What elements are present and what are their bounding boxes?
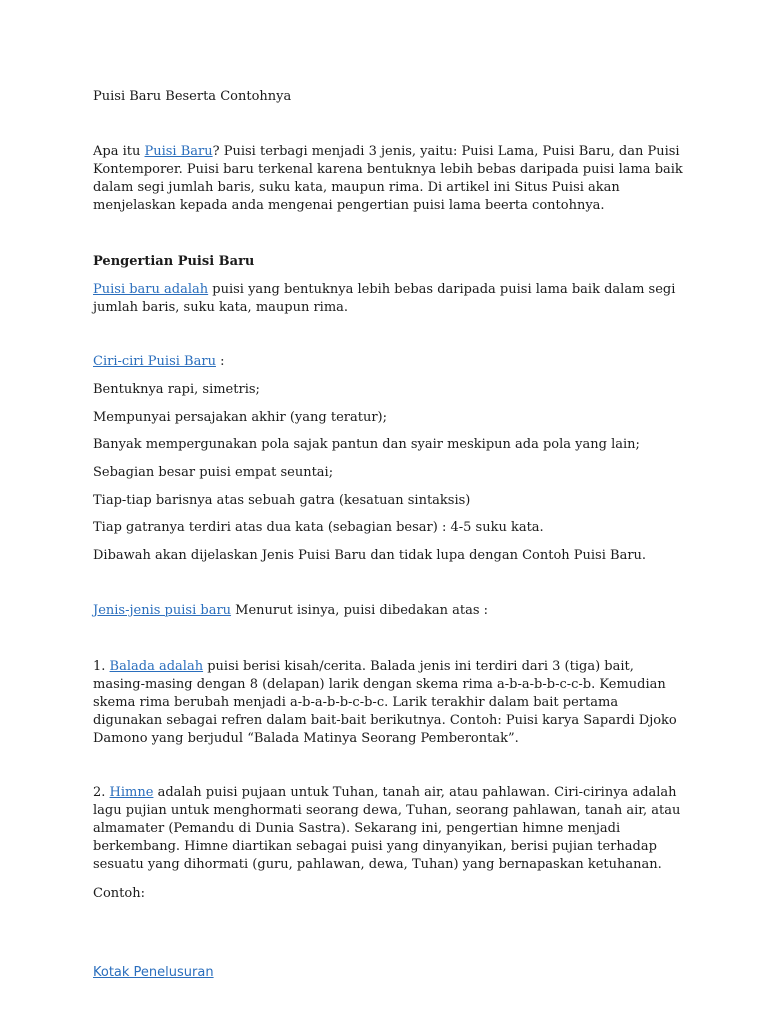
- balada-text: puisi berisi kisah/cerita. Balada jenis ini terdiri dari 3 (tiga) bait, masing-masing dengan 8 (delapan) larik dengan skema rima a-b-a-b-b-c-c-b. Kemudian skema rima berubah menjadi a-b-a-b-b-c-b-c. Larik terakhir dalam bait pertama digunakan sebagai refren dalam bait-bait berikutnya. Contoh: Puisi karya Sapardi Djoko Damono yang berjudul “Balada Matinya Seorang Pemberontak”.: [93, 659, 677, 746]
- balada-adalah-link[interactable]: Balada adalah: [109, 659, 204, 674]
- jenis-paragraph: [93, 602, 683, 620]
- intro-pre: Apa itu: [93, 144, 145, 159]
- definition-paragraph: [93, 281, 683, 317]
- intro-post: ? Puisi terbagi menjadi 3 jenis, yaitu: Puisi Lama, Puisi Baru, dan Puisi Kontemporer. Puisi baru terkenal karena bentuknya lebih bebas daripada puisi lama baik dalam segi jumlah baris, suku kata, maupun rima. Di artikel ini Situs Puisi akan menjelaskan kepada anda mengenai pengertian puisi lama beerta contohnya.: [93, 144, 683, 213]
- himne-link[interactable]: Himne: [109, 785, 154, 800]
- ciri-heading: [93, 353, 683, 371]
- himne-paragraph: [93, 784, 683, 874]
- ciri-ciri-link[interactable]: Ciri-ciri Puisi Baru: [93, 354, 216, 369]
- himne-number: 2.: [93, 785, 110, 800]
- document-title: Puisi Baru Beserta Contohnya: [93, 89, 292, 104]
- ciri-item: Tiap gatranya terdiri atas dua kata (sebagian besar) : 4-5 suku kata.: [93, 520, 544, 535]
- contoh-label: Contoh:: [93, 886, 145, 901]
- balada-number: 1.: [93, 659, 110, 674]
- himne-text: adalah puisi pujaan untuk Tuhan, tanah air, atau pahlawan. Ciri-cirinya adalah lagu pujian untuk menghormati seorang dewa, Tuhan, seorang pahlawan, tanah air, atau almamater (Pemandu di Dunia Sastra). Sekarang ini, pengertian himne menjadi berkembang. Himne diartikan sebagai puisi yang dinyanyikan, berisi pujian terhadap sesuatu yang dihormati (guru, pahlawan, dewa, Tuhan) yang bernapaskan ketuhanan.: [93, 785, 681, 872]
- ciri-colon: :: [215, 354, 225, 369]
- intro-paragraph: [93, 143, 683, 215]
- puisi-baru-link[interactable]: Puisi Baru: [144, 144, 213, 159]
- jenis-jenis-link[interactable]: Jenis-jenis puisi baru: [93, 603, 232, 618]
- definition-text: puisi yang bentuknya lebih bebas daripada puisi lama baik dalam segi jumlah baris, suku kata, maupun rima.: [93, 282, 676, 315]
- ciri-item: Bentuknya rapi, simetris;: [93, 382, 260, 397]
- ciri-item: Sebagian besar puisi empat seuntai;: [93, 465, 334, 480]
- ciri-item: Banyak mempergunakan pola sajak pantun dan syair meskipun ada pola yang lain;: [93, 437, 640, 452]
- ciri-item: Dibawah akan dijelaskan Jenis Puisi Baru dan tidak lupa dengan Contoh Puisi Baru.: [93, 548, 647, 563]
- kotak-penelusuran-link[interactable]: Kotak Penelusuran: [93, 965, 214, 980]
- ciri-item: Mempunyai persajakan akhir (yang teratur);: [93, 410, 387, 425]
- jenis-text: Menurut isinya, puisi dibedakan atas :: [231, 603, 488, 618]
- ciri-item: Tiap-tiap barisnya atas sebuah gatra (kesatuan sintaksis): [93, 493, 471, 508]
- puisi-baru-adalah-link[interactable]: Puisi baru adalah: [93, 282, 209, 297]
- section-heading: Pengertian Puisi Baru: [93, 254, 255, 269]
- footer-paragraph: [93, 964, 683, 982]
- balada-paragraph: [93, 658, 683, 748]
